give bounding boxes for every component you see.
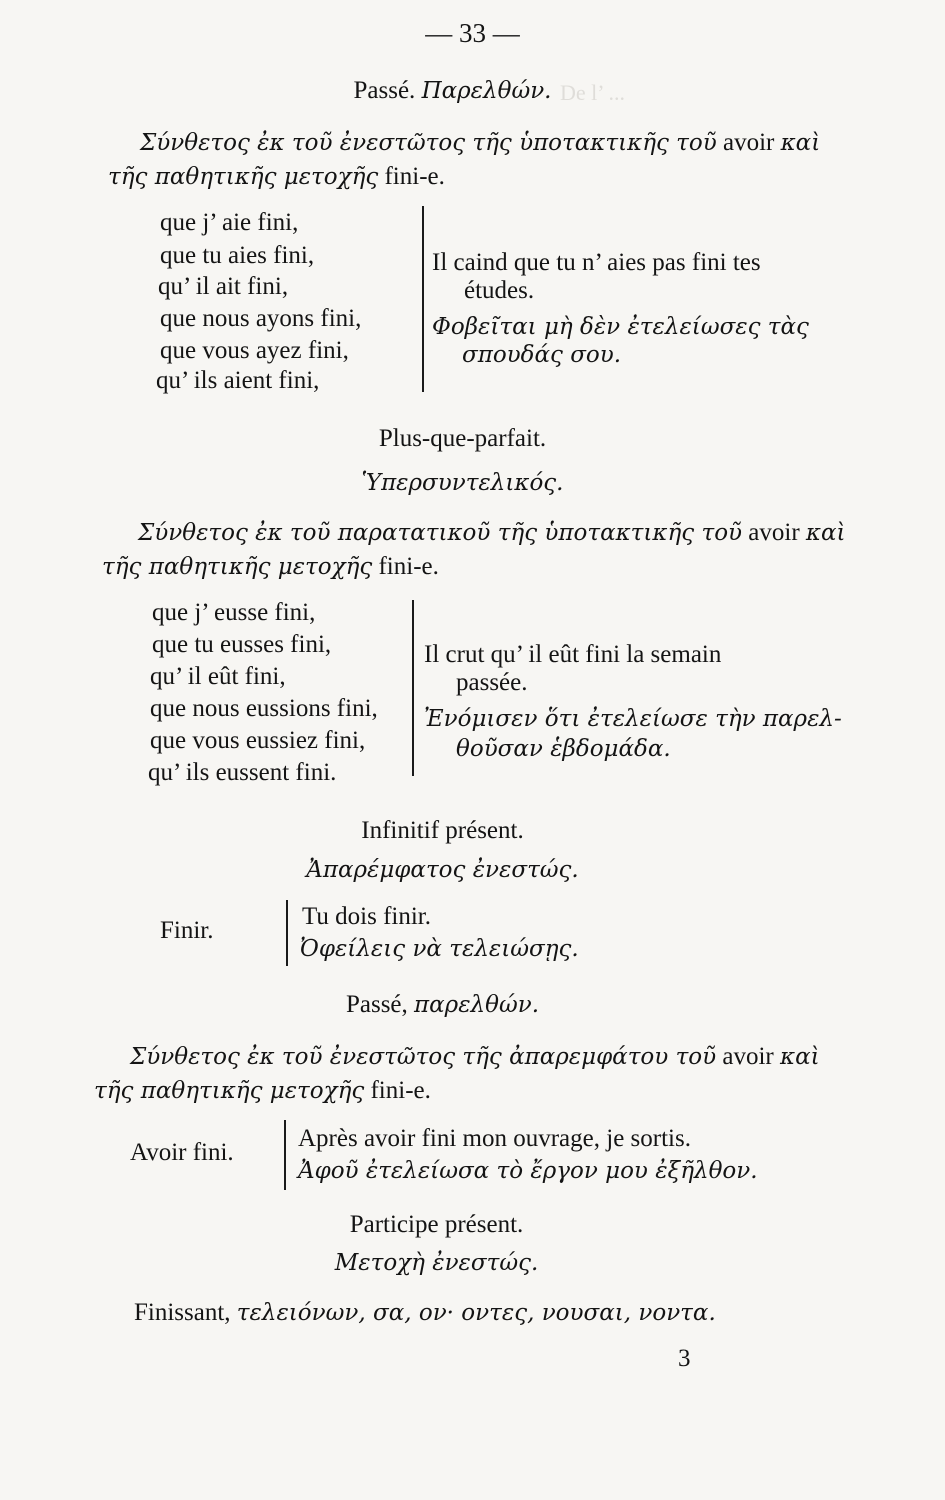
pqp-form-3: qu’ il eût fini,	[150, 663, 286, 690]
passe-desc2-fini: fini-e.	[384, 163, 445, 190]
participe-heading-gr: Μετοχὴ ἐνεστώς.	[334, 1250, 539, 1276]
pqp-description-line2	[102, 552, 439, 582]
inf-passe-form: Avoir fini.	[130, 1139, 234, 1166]
page-header: — 33 —	[425, 18, 520, 48]
passe-form-1: que j’ aie fini,	[160, 209, 299, 236]
infinitif-heading-gr: Ἀπαρέμφατος ἐνεστώς.	[306, 857, 579, 883]
pqp-description-line1	[138, 518, 846, 548]
infinitif-example-fr: Tu dois finir.	[302, 903, 431, 930]
footer-signature-number: 3	[678, 1345, 691, 1372]
passe-heading	[0, 76, 925, 106]
inf-passe-desc-kai: καὶ	[780, 1044, 820, 1070]
passe-desc2-gr: τῆς παθητικῆς μετοχῆς	[108, 164, 379, 190]
pqp-desc-gr: Σύνθετος ἐκ τοῦ παρατατικοῦ τῆς ὑποτακτικῆς τοῦ	[138, 520, 743, 546]
infinitif-divider	[286, 900, 288, 966]
passe-desc-kai: καὶ	[780, 130, 821, 156]
pqp-example-fr-2: passée.	[456, 669, 528, 696]
participe-line-gr: τελειόνων, σα, ον· οντες, νουσαι, νοντα.	[236, 1300, 716, 1326]
passe-example-gr-2: σπουδάς σου.	[462, 342, 622, 368]
inf-passe-heading	[0, 990, 915, 1020]
passe-desc-avoir: avoir	[722, 129, 775, 156]
inf-passe-example-fr: Après avoir fini mon ouvrage, je sortis.	[298, 1125, 691, 1152]
passe-description-line1	[140, 128, 821, 158]
inf-passe-desc-avoir: avoir	[722, 1043, 774, 1070]
passe-example-fr-1: Il caind que tu n’ aies pas fini tes	[432, 249, 761, 276]
pqp-example-gr-2: θοῦσαν ἑβδομάδα.	[456, 736, 671, 762]
participe-line	[134, 1298, 716, 1328]
inf-passe-description-line1	[130, 1042, 820, 1072]
pqp-desc-kai: καὶ	[805, 520, 846, 546]
infinitif-form: Finir.	[160, 917, 214, 944]
inf-passe-description-line2	[94, 1076, 431, 1106]
bleed-through-text: De l’ ...	[560, 80, 625, 105]
pqp-example-fr-1: Il crut qu’ il eût fini la semain	[424, 641, 722, 668]
pqp-form-1: que j’ eusse fini,	[152, 599, 316, 626]
inf-passe-desc2-fini: fini-e.	[370, 1077, 431, 1104]
inf-passe-desc2-gr: τῆς παθητικῆς μετοχῆς	[94, 1078, 365, 1104]
passe-heading-fr: Passé.	[353, 77, 416, 104]
passe-form-2: que tu aies fini,	[160, 242, 315, 269]
passe-form-6: qu’ ils aient fini,	[156, 367, 320, 394]
passe-divider	[422, 206, 424, 392]
pqp-form-6: qu’ ils eussent fini.	[148, 759, 337, 786]
participe-line-fr: Finissant,	[134, 1299, 231, 1326]
passe-description-line2	[108, 162, 445, 192]
pqp-desc-avoir: avoir	[748, 519, 800, 546]
pqp-example-gr-1: Ἐνόμισεν ὅτι ἐτελείωσε τὴν παρελ-	[424, 706, 842, 732]
pqp-heading-gr: Ὑπερσυντελικός.	[361, 470, 564, 496]
pqp-divider	[412, 600, 414, 776]
participe-heading-fr: Participe présent.	[349, 1211, 524, 1238]
inf-passe-heading-gr: παρελθών.	[414, 992, 540, 1018]
passe-form-5: que vous ayez fini,	[160, 337, 349, 364]
passe-desc-gr: Σύνθετος ἐκ τοῦ ἐνεστῶτος τῆς ὑποτακτικῆς τοῦ	[140, 130, 717, 156]
passe-form-3: qu’ il ait fini,	[158, 273, 289, 300]
inf-passe-example-gr: Ἀφοῦ ἐτελείωσα τὸ ἔργον μου ἐξῆλθον.	[298, 1158, 758, 1184]
passe-heading-gr: Παρελθών.	[421, 78, 552, 104]
inf-passe-divider	[284, 1120, 286, 1190]
inf-passe-heading-fr: Passé,	[345, 991, 408, 1018]
passe-form-4: que nous ayons fini,	[160, 305, 362, 332]
pqp-form-5: que vous eussiez fini,	[150, 727, 366, 754]
infinitif-heading-fr: Infinitif présent.	[361, 817, 524, 844]
pqp-form-2: que tu eusses fini,	[152, 631, 332, 658]
pqp-heading-fr: Plus-que-parfait.	[378, 425, 547, 452]
pqp-form-4: que nous eussions fini,	[150, 695, 378, 722]
pqp-desc2-fini: fini-e.	[378, 553, 439, 580]
passe-example-fr-2: études.	[464, 277, 535, 304]
passe-example-gr-1: Φοβεῖται μὴ δὲν ἐτελείωσες τὰς	[432, 314, 809, 340]
pqp-desc2-gr: τῆς παθητικῆς μετοχῆς	[102, 554, 373, 580]
infinitif-example-gr: Ὀφείλεις νὰ τελειώσῃς.	[300, 936, 579, 962]
inf-passe-desc-gr: Σύνθετος ἐκ τοῦ ἐνεστῶτος τῆς ἀπαρεμφάτου τοῦ	[130, 1044, 717, 1070]
